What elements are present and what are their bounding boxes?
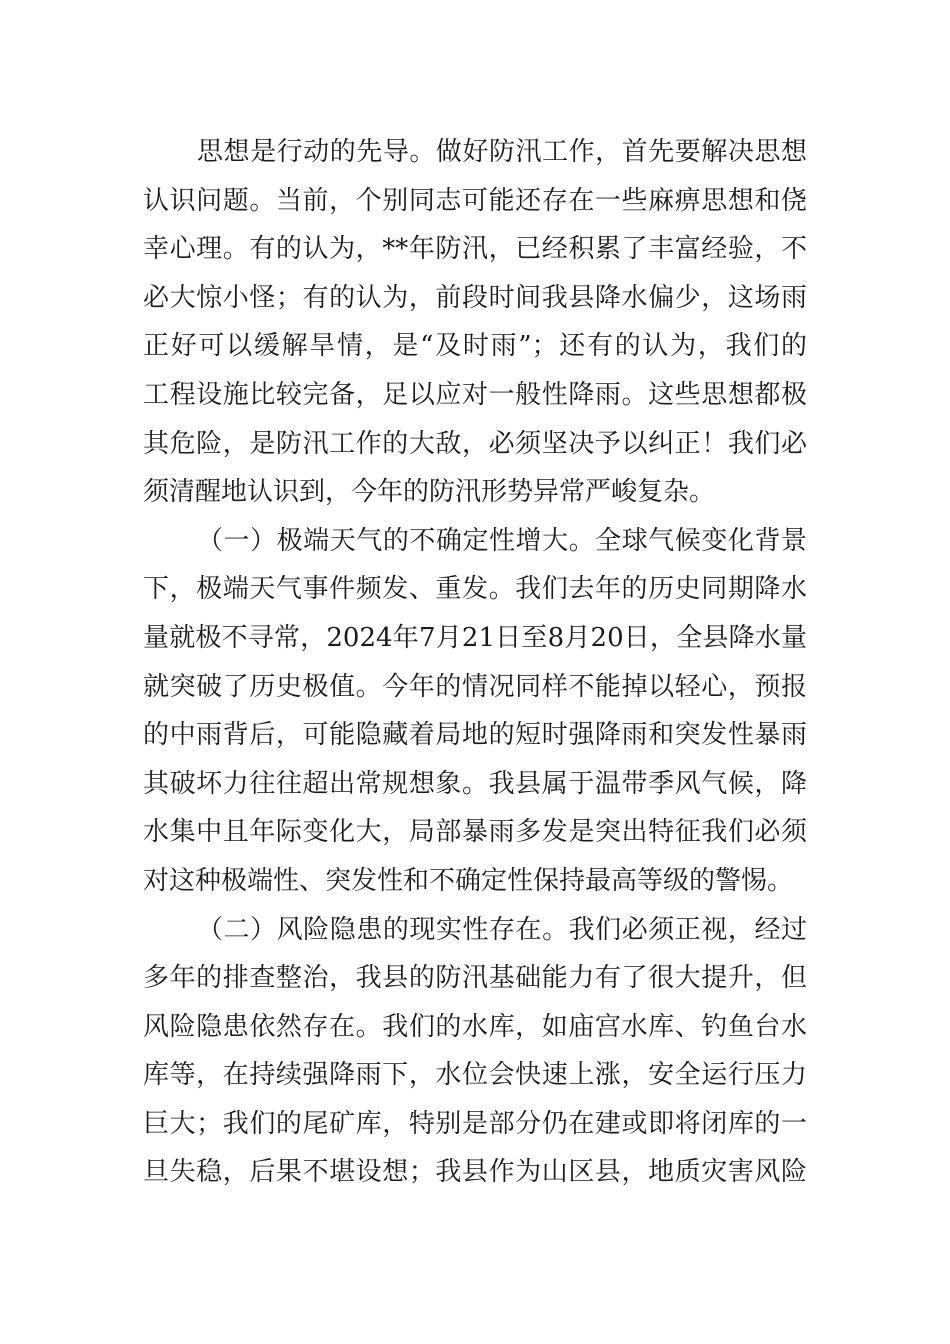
text-line: 工程设施比较完备，足以应对一般性降雨。这些思想都极: [143, 379, 807, 410]
text-line: （一）极端天气的不确定性增大。全球气候变化背景: [197, 525, 807, 556]
paragraph-risk-hazards: [143, 906, 807, 1198]
text-line: 幸心理。有的认为，**年防汛，已经积累了丰富经验，不: [143, 234, 807, 265]
text-line: （二）风险隐患的现实性存在。我们必须正视，经过: [197, 914, 807, 945]
text-line: 对这种极端性、突发性和不确定性保持最高等级的警惕。: [143, 865, 794, 896]
document-body: [143, 128, 807, 1197]
text-line: 必大惊小怪；有的认为，前段时间我县降水偏少，这场雨: [143, 282, 807, 313]
text-line: 旦失稳，后果不堪设想；我县作为山区县，地质灾害风险: [143, 1157, 807, 1188]
text-line: 量就极不寻常，2024年7月21日至8月20日，全县降水量: [143, 622, 807, 653]
text-line: 正好可以缓解旱情，是“及时雨”；还有的认为，我们的: [143, 331, 807, 362]
text-line: 水集中且年际变化大，局部暴雨多发是突出特征我们必须: [143, 817, 807, 848]
text-line: 须清醒地认识到，今年的防汛形势异常严峻复杂。: [143, 477, 716, 508]
text-line: 多年的排查整治，我县的防汛基础能力有了很大提升，但: [143, 963, 807, 994]
text-line: 巨大；我们的尾矿库，特别是部分仍在建或即将闭库的一: [143, 1108, 807, 1139]
paragraph-thinking: [143, 128, 807, 517]
text-line: 风险隐患依然存在。我们的水库，如庙宫水库、钓鱼台水: [143, 1011, 807, 1042]
text-line: 其危险，是防汛工作的大敌，必须坚决予以纠正！我们必: [143, 428, 807, 459]
text-line: 库等，在持续强降雨下，水位会快速上涨，安全运行压力: [143, 1060, 807, 1091]
text-line: 就突破了历史极值。今年的情况同样不能掉以轻心，预报: [143, 671, 807, 702]
text-line: 其破坏力往往超出常规想象。我县属于温带季风气候，降: [143, 768, 807, 799]
text-line: 下，极端天气事件频发、重发。我们去年的历史同期降水: [143, 574, 807, 605]
text-line: 的中雨背后，可能隐藏着局地的短时强降雨和突发性暴雨: [143, 720, 807, 751]
text-line: 思想是行动的先导。做好防汛工作，首先要解决思想: [197, 137, 807, 167]
paragraph-extreme-weather: [143, 517, 807, 906]
text-line: 认识问题。当前，个别同志可能还存在一些麻痹思想和侥: [143, 185, 807, 216]
